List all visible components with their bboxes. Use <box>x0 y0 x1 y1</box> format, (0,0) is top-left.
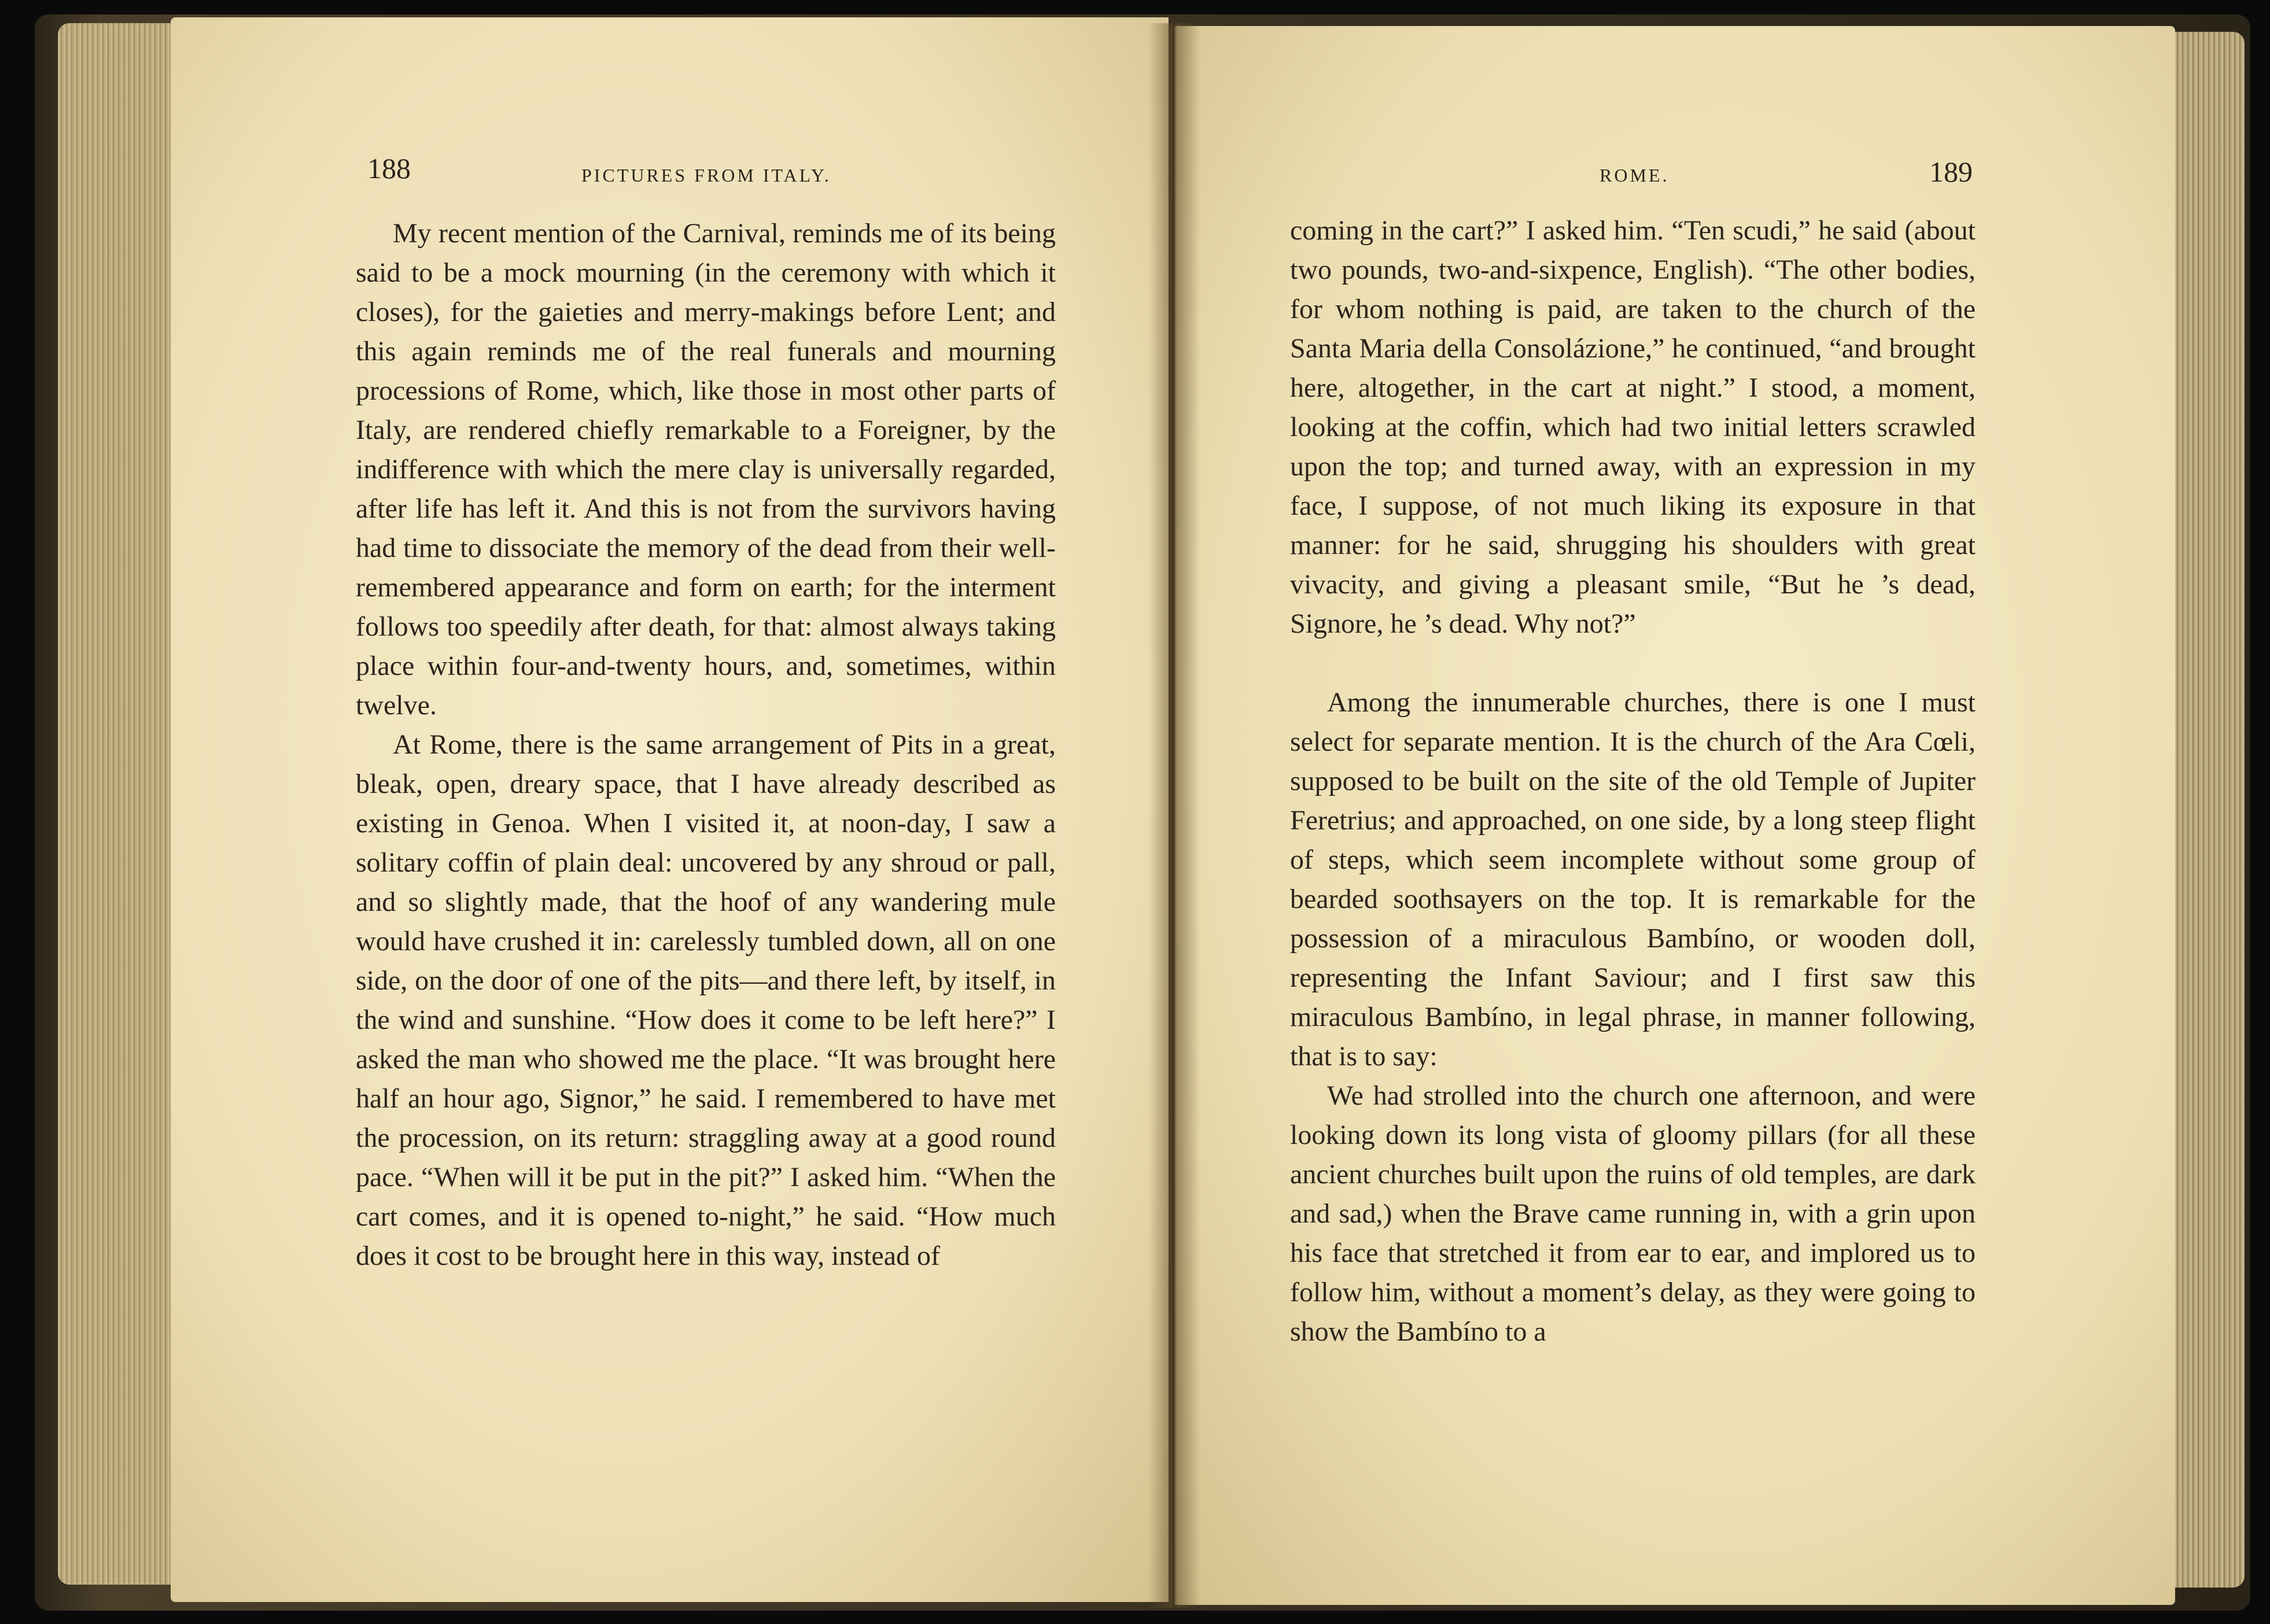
left-paragraph-1: My recent mention of the Carnival, reminds me of its being said to be a mock mourning (in the ceremony with which it closes), for the gaieties and merry-makings before Lent; and this again reminds me of the real funerals and mourning processions of Rome, which, like those in most other parts of Italy, are rendered chiefly remarkable to a Foreigner, by the indifference with which the mere clay is universally regarded, after life has left it. And this is not from the survivors having had time to dissociate the memory of the dead from their well-remembered appearance and form on earth; for the interment follows too speedily after death, for that: almost always taking place within four-and-twenty hours, and, sometimes, within twelve. <box>356 218 1056 721</box>
left-page-body <box>356 214 1056 1276</box>
right-paragraph-3: We had strolled into the church one afternoon, and were looking down its long vista of gloomy pillars (for all these ancient churches built upon the ruins of old temples, are dark and sad,) when the Brave came running in, with a grin upon his face that stretched it from ear to ear, and implored us to follow him, without a moment’s delay, as they were going to show the Bambíno to a <box>1290 1080 1976 1347</box>
left-running-title: PICTURES FROM ITALY. <box>581 165 831 186</box>
right-paragraph-1: coming in the cart?” I asked him. “Ten scudi,” he said (about two pounds, two-and-sixpence, English). “The other bodies, for whom nothing is paid, are taken to the church of the Santa Maria della Consolázione,” he continued, “and brought here, altogether, in the cart at night.” I stood, a moment, looking at the coffin, which had two initial letters scrawled upon the top; and turned away, with an expression in my face, I suppose, of not much liking its exposure in that manner: for he said, shrugging his shoulders with great vivacity, and giving a pleasant smile, “But he ’s dead, Signore, he ’s dead. Why not?” <box>1290 215 1976 639</box>
paragraph-gap <box>1290 644 1976 683</box>
book-gutter <box>1148 23 1200 1608</box>
right-paragraph-2: Among the innumerable churches, there is one I must select for separate mention. It is the church of the Ara Cœli, supposed to be built on the site of the old Temple of Jupiter Feretrius; and approached, on one side, by a long steep flight of steps, which seem incomplete without some group of bearded soothsayers on the top. It is remarkable for the possession of a miraculous Bambíno, or wooden doll, representing the Infant Saviour; and I first saw this miraculous Bambíno, in legal phrase, in manner following, that is to say: <box>1290 687 1976 1072</box>
left-page-edges <box>58 23 174 1585</box>
left-paragraph-2: At Rome, there is the same arrangement of Pits in a great, bleak, open, dreary space, that I have already described as existing in Genoa. When I visited it, at noon-day, I saw a solitary coffin of plain deal: uncovered by any shroud or pall, and so slightly made, that the hoof of any wandering mule would have crushed it in: carelessly tumbled down, all on one side, on the door of one of the pits—and there left, by itself, in the wind and sunshine. “How does it come to be left here?” I asked the man who showed me the place. “It was brought here half an hour ago, Signor,” he said. I remembered to have met the procession, on its return: straggling away at a good round pace. “When will it be put in the pit?” I asked him. “When the cart comes, and it is opened to-night,” he said. “How much does it cost to be brought here in this way, instead of <box>356 729 1056 1271</box>
right-running-title: ROME. <box>1600 165 1670 186</box>
right-page-number: 189 <box>1929 156 1973 188</box>
right-page-body <box>1290 211 1976 1352</box>
left-page-number: 188 <box>367 152 411 184</box>
right-page-edges <box>2164 32 2245 1588</box>
